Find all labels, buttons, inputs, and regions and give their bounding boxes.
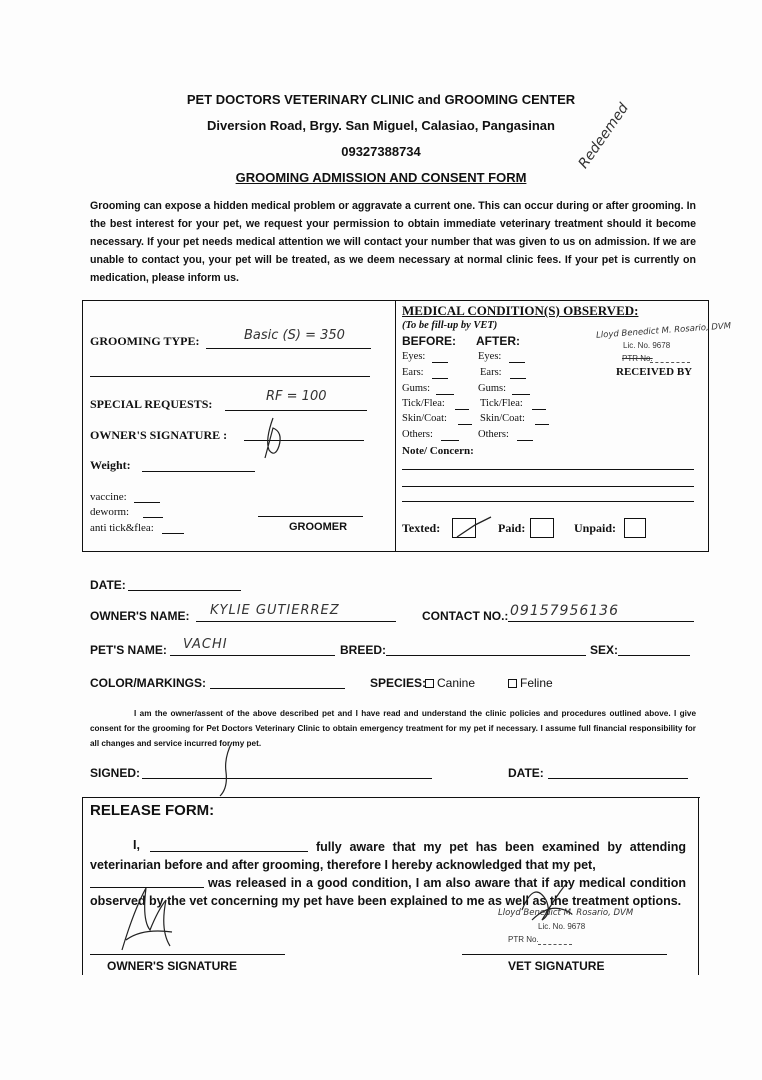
- clinic-name: PET DOCTORS VETERINARY CLINIC and GROOMING CENTER: [186, 92, 576, 107]
- canine-checkbox[interactable]: [425, 679, 434, 688]
- contact-value[interactable]: 09157956136: [510, 603, 619, 619]
- breed-line: [386, 655, 586, 656]
- release-left-border: [82, 797, 83, 975]
- unpaid-label: Unpaid:: [574, 521, 617, 535]
- paid-checkbox[interactable]: [530, 518, 554, 538]
- received-by-label: RECEIVED BY: [616, 366, 693, 378]
- owner-signature-label: OWNER'S SIGNATURE :: [90, 428, 228, 442]
- texted-check-mark: [453, 515, 493, 539]
- special-requests-line: [225, 410, 367, 411]
- before-skin: Skin/Coat:: [402, 413, 447, 424]
- medical-title: MEDICAL CONDITION(S) OBSERVED:: [402, 303, 639, 318]
- note-line-2: [402, 486, 694, 487]
- after-skin-line: [535, 424, 549, 425]
- release-stamp-name: Lloyd Benedict M. Rosario, DVM: [498, 908, 634, 918]
- intro-paragraph: Grooming can expose a hidden medical problem or aggravate a current one. This can occur during or after grooming. In the best interest for your pet, we request your permission to obtain immediate veterinary treatment should it become necessary. If your pet needs medical attention we will contact your number that was given to us on admission. If we are unable to contact you, your pet will be treated, as we deem necessary at normal clinic fees. If your pet is currently on medication, please inform us.: [90, 200, 696, 284]
- release-top-border: [82, 797, 700, 798]
- medical-subtitle: (To be fill-up by VET): [402, 320, 498, 331]
- after-ears-line: [510, 378, 526, 379]
- unpaid-checkbox[interactable]: [624, 518, 646, 538]
- release-title: RELEASE FORM:: [90, 802, 215, 819]
- after-tick: Tick/Flea:: [480, 398, 523, 409]
- grooming-extra-line: [90, 376, 370, 377]
- owner-name-value[interactable]: KYLIE GUTIERREZ: [210, 603, 340, 618]
- weight-label: Weight:: [90, 458, 131, 472]
- before-skin-line: [458, 424, 472, 425]
- before-tick: Tick/Flea:: [402, 398, 445, 409]
- contact-label: CONTACT NO.:: [422, 609, 509, 623]
- sex-line: [618, 655, 690, 656]
- form-title: GROOMING ADMISSION AND CONSENT FORM: [235, 170, 527, 185]
- groomer-line: [258, 516, 363, 517]
- after-eyes: Eyes:: [478, 351, 502, 362]
- sex-label: SEX:: [590, 643, 619, 657]
- date2-label: DATE:: [508, 766, 544, 780]
- after-skin: Skin/Coat:: [480, 413, 525, 424]
- grooming-type-value[interactable]: Basic (S) = 350: [244, 328, 345, 343]
- groomer-label: GROOMER: [289, 521, 348, 533]
- after-gums-line: [512, 394, 530, 395]
- contact-line: [508, 621, 694, 622]
- vet-sig-line: [462, 954, 667, 955]
- vet-sig-label: VET SIGNATURE: [508, 959, 605, 973]
- signed-label: SIGNED:: [90, 766, 141, 780]
- release-text-2: was released in a good condition, I am also aware that if any medical condition observed by the vet concerning my pet have been explained to me as well as the treatment options.: [90, 876, 686, 908]
- tick-flea-line: [162, 533, 184, 534]
- vet-stamp-lic: Lic. No. 9678: [623, 341, 671, 350]
- note-line-3: [402, 501, 694, 502]
- before-ears-line: [432, 378, 448, 379]
- before-others-line: [441, 440, 459, 441]
- species-label: SPECIES:: [370, 676, 427, 690]
- after-eyes-line: [509, 362, 525, 363]
- color-markings-line: [210, 688, 345, 689]
- release-text-1: fully aware that my pet has been examined by attending veterinarian before and after grooming, therefore I hereby acknowledged that my pet,: [90, 840, 686, 872]
- vet-stamp-name: Lloyd Benedict M. Rosario, DVM: [595, 321, 732, 341]
- before-gums: Gums:: [402, 383, 431, 394]
- grooming-type-label: GROOMING TYPE:: [90, 334, 200, 348]
- paid-label: Paid:: [498, 521, 526, 535]
- owner-name-label: OWNER'S NAME:: [90, 609, 190, 623]
- before-label: BEFORE:: [402, 334, 456, 348]
- vaccine-label: vaccine:: [90, 491, 127, 503]
- owner-signature-scribble: [255, 410, 295, 460]
- clinic-phone: 09327388734: [341, 144, 421, 159]
- date-label: DATE:: [90, 578, 126, 592]
- breed-label: BREED:: [340, 643, 387, 657]
- release-right-border: [698, 797, 699, 975]
- feline-label: Feline: [520, 676, 553, 690]
- before-ears: Ears:: [402, 367, 424, 378]
- note-concern-label: Note/ Concern:: [402, 445, 474, 457]
- special-requests-label: SPECIAL REQUESTS:: [90, 397, 213, 411]
- after-ears: Ears:: [480, 367, 502, 378]
- owner-release-sig-label: OWNER'S SIGNATURE: [107, 959, 237, 973]
- before-others: Others:: [402, 429, 433, 440]
- owner-release-signature-scribble: [112, 880, 182, 960]
- owner-name-line: [196, 621, 396, 622]
- deworm-line: [143, 517, 163, 518]
- grooming-type-line: [206, 348, 371, 349]
- box-divider: [395, 300, 396, 551]
- vaccine-line: [134, 502, 160, 503]
- release-stamp-ptr: PTR No.: [508, 935, 539, 944]
- consent-signature-scribble: [210, 738, 240, 798]
- vet-signature-scribble: [512, 870, 582, 940]
- special-requests-value[interactable]: RF = 100: [266, 389, 327, 404]
- before-gums-line: [436, 394, 454, 395]
- canine-label: Canine: [437, 676, 476, 690]
- after-label: AFTER:: [476, 334, 520, 348]
- vet-stamp-ptr-line: [650, 362, 690, 363]
- texted-label: Texted:: [402, 521, 441, 535]
- before-eyes-line: [432, 362, 448, 363]
- texted-checkbox[interactable]: [452, 518, 476, 538]
- after-tick-line: [532, 409, 546, 410]
- deworm-label: deworm:: [90, 506, 130, 518]
- owner-release-sig-line: [90, 954, 285, 955]
- release-i: I,: [133, 838, 140, 852]
- note-line-1: [402, 469, 694, 470]
- weight-line: [142, 471, 255, 472]
- margin-note: Redeemed: [575, 100, 633, 172]
- pet-name-line: [170, 655, 335, 656]
- before-eyes: Eyes:: [402, 351, 426, 362]
- before-tick-line: [455, 409, 469, 410]
- date-line: [128, 590, 241, 591]
- release-stamp-lic: Lic. No. 9678: [538, 922, 586, 931]
- pet-name-label: PET'S NAME:: [90, 643, 167, 657]
- after-others-line: [517, 440, 533, 441]
- date2-line: [548, 778, 688, 779]
- clinic-address: Diversion Road, Brgy. San Miguel, Calasiao, Pangasinan: [207, 118, 555, 133]
- pet-name-value[interactable]: VACHI: [183, 637, 228, 652]
- after-gums: Gums:: [478, 383, 507, 394]
- feline-checkbox[interactable]: [508, 679, 517, 688]
- release-stamp-ptr-line: [538, 944, 572, 945]
- tick-flea-label: anti tick&flea:: [90, 522, 154, 534]
- color-markings-label: COLOR/MARKINGS:: [90, 676, 206, 690]
- consent-paragraph: I am the owner/assent of the above described pet and I have read and understand the clinic policies and procedures outlined above. I give consent for the grooming for Pet Doctors Veterinary Clinic to obtain emergency treatment for my pet if necessary. I assume full financial responsibility for all changes and service incurred for my pet.: [90, 709, 696, 748]
- vet-stamp-ptr: PTR No.: [622, 354, 653, 363]
- after-others: Others:: [478, 429, 509, 440]
- signed-line: [142, 778, 432, 779]
